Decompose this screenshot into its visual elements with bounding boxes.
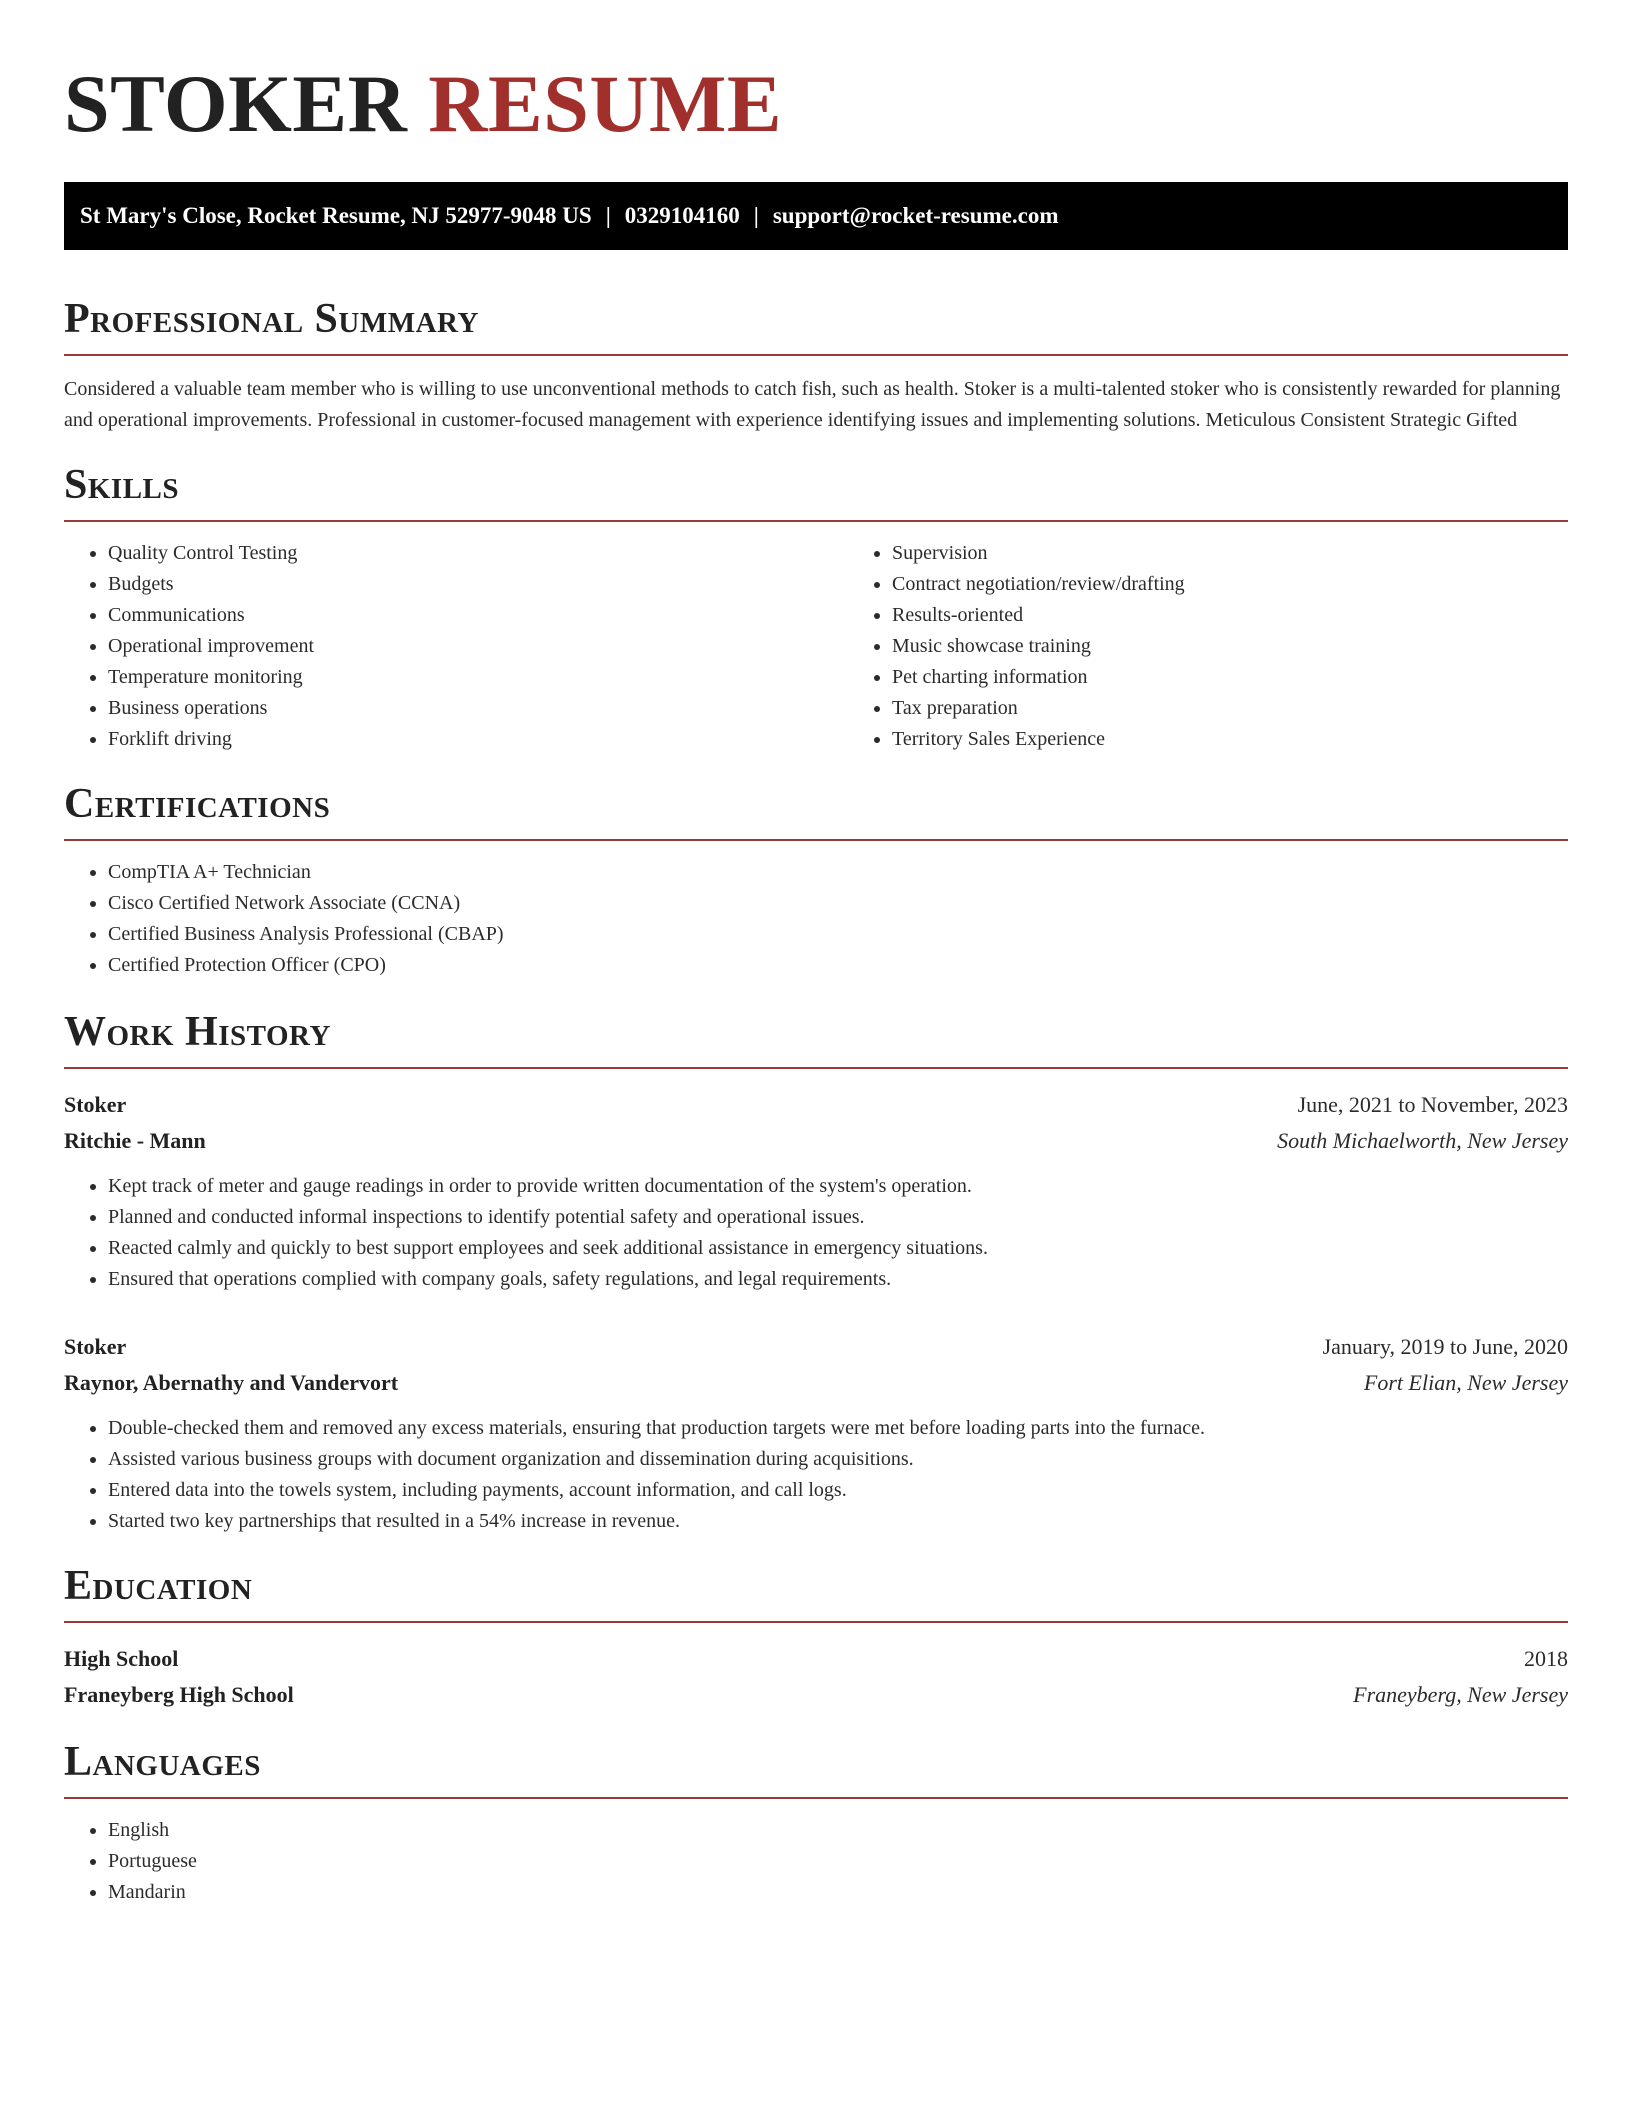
job-location: Fort Elian, New Jersey — [1363, 1370, 1568, 1395]
job-company-row — [64, 1123, 1568, 1159]
job-duty: • Started two key partnerships that resulted in a 54% increase in revenue. — [108, 1506, 1568, 1537]
skills-list-left — [64, 538, 848, 755]
certification-item: • CompTIA A+ Technician — [108, 857, 1568, 888]
job-company-row — [64, 1365, 1568, 1401]
job-location: South Michaelworth, New Jersey — [1277, 1128, 1568, 1153]
education-location: Franeyberg, New Jersey — [1353, 1682, 1568, 1707]
education-section — [64, 1561, 1568, 1713]
skill-item: • Budgets — [108, 569, 848, 600]
job-duty: • Double-checked them and removed any excess materials, ensuring that production targets were met before loading parts into the furnace. — [108, 1413, 1568, 1444]
job-duty: • Assisted various business groups with document organization and dissemination during acquisitions. — [108, 1444, 1568, 1475]
certification-item: • Certified Business Analysis Professional (CBAP) — [108, 919, 1568, 950]
section-divider — [64, 839, 1568, 841]
section-divider — [64, 1067, 1568, 1069]
skill-item: • Tax preparation — [892, 693, 1632, 724]
language-item: • English — [108, 1815, 1568, 1846]
job-entry — [64, 1087, 1568, 1295]
job-header-row — [64, 1087, 1568, 1123]
summary-text: Considered a valuable team member who is willing to use unconventional methods to catch fish, such as health. Stoker is a multi-talented stoker who is consistently rewarded for planning and operational improvements. Professional in customer-focused management with experience identifying issues and implementing solutions. Meticulous Consistent Strategic Gifted — [64, 378, 1561, 431]
title-name: STOKER — [64, 58, 408, 149]
skill-item: • Temperature monitoring — [108, 662, 848, 693]
section-divider — [64, 520, 1568, 522]
skill-item: • Quality Control Testing — [108, 538, 848, 569]
skill-item: • Results-oriented — [892, 600, 1632, 631]
section-title-work-history: Work History — [64, 1009, 331, 1055]
skill-item: • Communications — [108, 600, 848, 631]
contact-address: St Mary's Close, Rocket Resume, NJ 52977-9048 US — [80, 203, 592, 228]
education-school-row — [64, 1677, 1568, 1713]
job-duty: • Planned and conducted informal inspections to identify potential safety and operational issues. — [108, 1202, 1568, 1233]
certification-item: • Cisco Certified Network Associate (CCNA) — [108, 888, 1568, 919]
job-duties-list — [64, 1171, 1568, 1295]
section-title-skills: Skills — [64, 462, 180, 508]
skill-item: • Music showcase training — [892, 631, 1632, 662]
job-title: Stoker — [64, 1092, 127, 1117]
education-year: 2018 — [1524, 1646, 1568, 1671]
section-divider — [64, 354, 1568, 356]
skill-item: • Contract negotiation/review/drafting — [892, 569, 1632, 600]
language-item: • Mandarin — [108, 1877, 1568, 1908]
job-entry — [64, 1329, 1568, 1537]
job-duty: • Ensured that operations complied with company goals, safety regulations, and legal requirements. — [108, 1264, 1568, 1295]
skills-list-right — [848, 538, 1632, 755]
education-entry — [64, 1641, 1568, 1713]
job-dates: June, 2021 to November, 2023 — [1297, 1092, 1568, 1117]
skills-grid — [64, 538, 1568, 755]
contact-email: support@rocket-resume.com — [772, 203, 1059, 228]
education-header-row — [64, 1641, 1568, 1677]
certification-item: • Certified Protection Officer (CPO) — [108, 950, 1568, 981]
job-company: Raynor, Abernathy and Vandervort — [64, 1370, 399, 1395]
languages-section — [64, 1737, 1568, 1908]
job-duty: • Entered data into the towels system, including payments, account information, and call logs. — [108, 1475, 1568, 1506]
summary-section — [64, 294, 1568, 436]
job-duty: • Kept track of meter and gauge readings in order to provide written documentation of the system's operation. — [108, 1171, 1568, 1202]
job-company: Ritchie - Mann — [64, 1128, 206, 1153]
section-title-languages: Languages — [64, 1739, 261, 1785]
job-duty: • Reacted calmly and quickly to best support employees and seek additional assistance in emergency situations. — [108, 1233, 1568, 1264]
certifications-section — [64, 779, 1568, 981]
job-dates: January, 2019 to June, 2020 — [1322, 1334, 1568, 1359]
section-title-summary: Professional Summary — [64, 296, 479, 342]
contact-separator: | — [753, 203, 759, 228]
certifications-list — [64, 857, 1568, 981]
section-divider — [64, 1621, 1568, 1623]
resume-title — [64, 0, 1568, 150]
contact-bar — [64, 182, 1568, 250]
skill-item: • Forklift driving — [108, 724, 848, 755]
job-title: Stoker — [64, 1334, 127, 1359]
title-word: RESUME — [428, 58, 783, 149]
skill-item: • Business operations — [108, 693, 848, 724]
section-divider — [64, 1797, 1568, 1799]
skill-item: • Territory Sales Experience — [892, 724, 1632, 755]
skill-item: • Pet charting information — [892, 662, 1632, 693]
skill-item: • Supervision — [892, 538, 1632, 569]
languages-list — [64, 1815, 1568, 1908]
work-history-section — [64, 1007, 1568, 1537]
section-title-certifications: Certifications — [64, 781, 331, 827]
language-item: • Portuguese — [108, 1846, 1568, 1877]
contact-separator: | — [605, 203, 611, 228]
skill-item: • Operational improvement — [108, 631, 848, 662]
skills-section — [64, 460, 1568, 755]
job-header-row — [64, 1329, 1568, 1365]
job-duties-list — [64, 1413, 1568, 1537]
contact-phone: 0329104160 — [624, 203, 740, 228]
education-degree: High School — [64, 1646, 179, 1671]
education-school: Franeyberg High School — [64, 1682, 294, 1707]
section-title-education: Education — [64, 1563, 253, 1609]
